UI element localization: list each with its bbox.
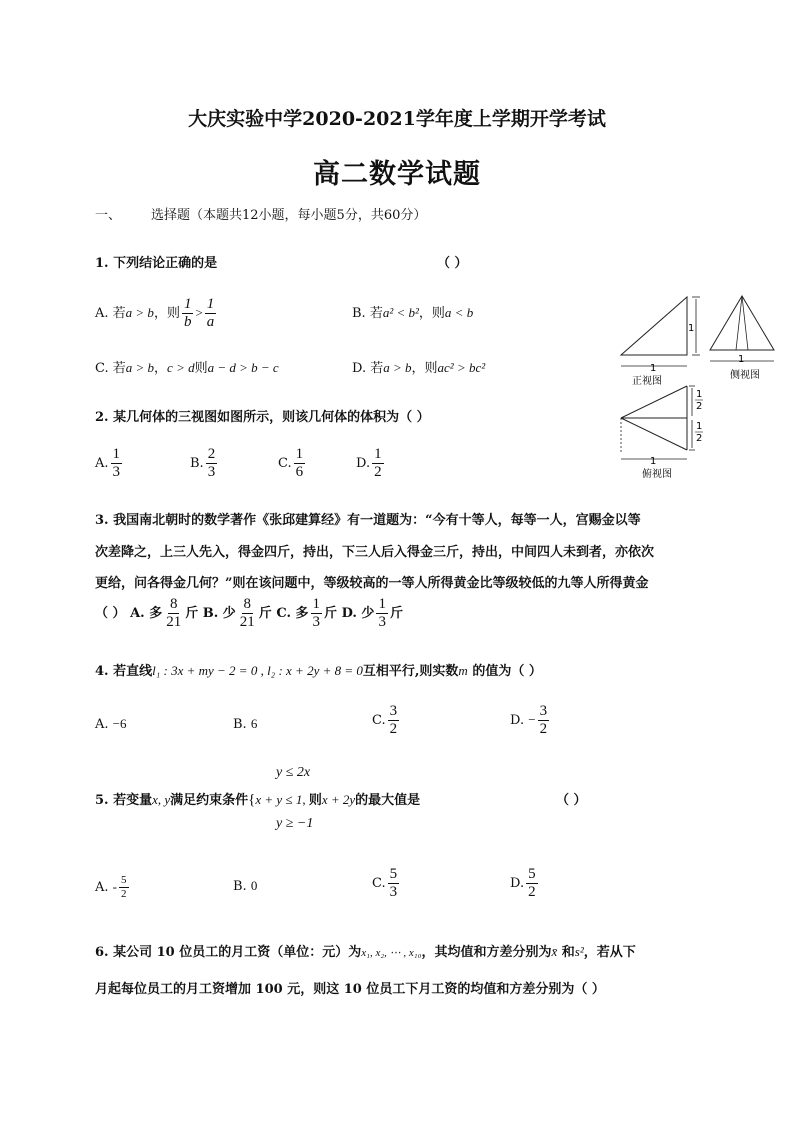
frac-den: 3 [389, 884, 398, 900]
q1-paren: （ ） [437, 256, 468, 271]
q2-option-b [190, 446, 219, 481]
frac-num: 5 [389, 866, 398, 882]
frac-num: 3 [389, 703, 398, 719]
q1-d-cond: a > b [383, 360, 412, 375]
q2-d-frac [372, 446, 384, 481]
q6-mean: x̄ [551, 944, 558, 959]
q3-b-frac [238, 596, 257, 631]
frac-num: 5 [528, 866, 536, 882]
q5-paren: （ ） [556, 793, 587, 808]
frac-num: 1 [295, 446, 304, 462]
q5-b-label: B. [233, 879, 247, 894]
q4-stem [95, 660, 542, 679]
frac-den: 3 [312, 614, 321, 630]
q1-option-b [352, 302, 473, 321]
q1-c-cond2: c > d [167, 360, 195, 375]
q4-stem-c: 的值为（ ） [472, 664, 542, 679]
q4-a-label: A. [95, 717, 109, 732]
front-view-label: 正视图 [632, 376, 662, 387]
q1-option-a [95, 296, 218, 331]
q5-b-value: 0 [250, 878, 258, 893]
q6-line1-b: ，其均值和方差分别为 [421, 945, 552, 960]
q4-b-label: B. [233, 717, 247, 732]
q1-c-mid: 则 [194, 361, 208, 376]
frac-den: a [206, 314, 215, 330]
q1-option-c [95, 357, 279, 376]
q5-constraint-3: y ≥ −1 [276, 816, 314, 831]
q6-line1-c: 和 [561, 945, 575, 960]
q4-stem-b: 互相平行,则实数 [362, 664, 459, 679]
exam-title: 大庆实验中学2020-2021学年度上学期开学考试 [188, 108, 606, 130]
q3-line-1: 3. 我国南北朝时的数学著作《张邱建算经》有一道题为：“今有十等人，每等一人，宫赐金以等 [95, 513, 641, 528]
section-number: 一、 [95, 208, 122, 223]
q2-option-c [278, 446, 307, 481]
frac-den: 3 [207, 464, 216, 480]
q5-stem-c: 则 [308, 793, 322, 808]
frac-num: 3 [539, 703, 548, 719]
q2-b-label: B. [190, 456, 204, 471]
q5-a-label: A. [95, 880, 109, 895]
side-view-label: 侧视图 [730, 370, 760, 381]
frac-num: 8 [243, 596, 252, 612]
front-height-label: 1 [688, 323, 695, 334]
q4-lines: l₁ : 3x + my − 2 = 0 , l₂ : x + 2y + 8 = 0 [152, 663, 363, 678]
q4-option-c [372, 703, 401, 738]
q1-b-res: a < b [444, 305, 474, 320]
q5-d-label: D. [510, 876, 525, 891]
q2-c-label: C. [278, 456, 292, 471]
top-half-num-2: 1 [696, 421, 703, 432]
frac-den: 6 [295, 464, 304, 480]
q1-c-res: a − d > b − c [207, 360, 279, 375]
q5-option-d [510, 866, 540, 901]
q1-d-res: ac² > bc² [437, 360, 486, 375]
q6-line1-d: ，若从下 [583, 945, 636, 960]
frac-num: 1 [112, 446, 121, 462]
q5-c-label: C. [372, 876, 386, 891]
q5-expr: x + 2y [321, 792, 356, 807]
q5-c-frac [388, 866, 400, 901]
q5-stem-b: 满足约束条件 [170, 793, 249, 808]
q3-a-unit: 斤 [185, 606, 199, 621]
frac-num: 8 [169, 596, 178, 612]
frac-den: 2 [528, 884, 536, 900]
q4-d-label: D. [510, 713, 525, 728]
frac-den: 3 [112, 464, 121, 480]
q3-d-label: D. 少 [341, 606, 375, 621]
q3-d-frac [376, 596, 388, 631]
q3-line-2: 次差降之，上三人先入，得金四斤，持出，下三人后入得金三斤，持出，中间四人未到者，亦依次 [95, 545, 655, 560]
q4-b-value: 6 [250, 716, 258, 731]
top-width-label: 1 [650, 456, 657, 467]
top-half-den-1: 2 [696, 401, 703, 412]
frac-den: 21 [166, 614, 182, 630]
side-width-label: 1 [738, 354, 745, 365]
q1-d-mid: ，则 [411, 361, 438, 376]
q3-c-unit: 斤 [324, 606, 338, 621]
q6-line-1 [95, 941, 636, 960]
frac-num: 1 [183, 296, 192, 312]
q1-d-prefix: D. 若 [352, 361, 384, 376]
q2-a-label: A. [95, 456, 109, 471]
q4-c-frac [388, 703, 400, 738]
q4-m: m [458, 663, 468, 678]
q5-brace: { [248, 792, 256, 808]
top-half-num-1: 1 [696, 389, 703, 400]
frac-num: 5 [121, 874, 127, 886]
frac-den: 2 [389, 721, 398, 737]
q3-a-label: A. 多 [130, 606, 163, 621]
q3-options [95, 596, 403, 631]
q4-a-value: −6 [112, 716, 127, 731]
q1-c-sep: ， [154, 361, 168, 376]
q6-vars: x₁, x₂, ⋯ , x₁₀ [361, 947, 422, 959]
q1-option-d [352, 357, 485, 376]
frac-den: 2 [539, 721, 548, 737]
top-view [621, 386, 703, 480]
frac-num: 1 [374, 446, 382, 462]
q5-constraint-1: y ≤ 2x [276, 765, 311, 780]
q1-b-prefix: B. 若 [352, 306, 383, 321]
q3-line-3: 更给，问各得金几何？”则在该问题中，等级较高的一等人所得黄金比等级较低的九等人所得黄金 [95, 576, 649, 591]
q1-a-cond: a > b [125, 305, 154, 320]
q2-b-frac [206, 446, 218, 481]
frac-num: 1 [378, 596, 386, 612]
q2-a-frac [111, 446, 123, 481]
q2-c-frac [294, 446, 306, 481]
q5-stem-a: 5. 若变量 [95, 793, 153, 808]
q2-option-a [95, 446, 124, 481]
frac-den: 3 [378, 614, 386, 630]
section-label: 选择题（本题共12小题，每小题5分，共60分） [151, 208, 427, 223]
frac-num: 1 [312, 596, 321, 612]
q1-c-prefix: C. 若 [95, 361, 126, 376]
top-half-den-2: 2 [696, 433, 703, 444]
q2-option-d [356, 446, 386, 481]
q3-a-frac [164, 596, 183, 631]
q4-d-sign: − [528, 712, 536, 727]
q4-option-a [95, 716, 127, 732]
q5-constraint-2: x + y ≤ 1 [255, 792, 303, 807]
q4-option-d [510, 703, 551, 738]
q3-c-frac [311, 596, 323, 631]
q5-option-c [372, 866, 401, 901]
q3-c-label: C. 多 [276, 606, 309, 621]
q1-a-mid: ，则 [153, 306, 180, 321]
frac-den: 2 [121, 888, 127, 900]
q3-b-label: B. 少 [202, 606, 236, 621]
q6-var: s² [574, 944, 584, 959]
q1-a-frac1 [182, 296, 194, 331]
top-view-label: 俯视图 [642, 469, 672, 480]
q6-line-2: 月起每位员工的月工资增加 100 元，则这 10 位员工下月工资的均值和方差分别为（ ） [95, 982, 605, 997]
frac-den: 21 [239, 614, 255, 630]
section-heading [95, 204, 426, 223]
q3-d-unit: 斤 [389, 606, 403, 621]
q1-a-prefix: A. 若 [95, 306, 126, 321]
q1-a-gt: > [195, 305, 203, 320]
q5-a-frac [119, 874, 129, 901]
q2-d-label: D. [356, 456, 371, 471]
front-width-label: 1 [650, 363, 657, 374]
q5-vars: x, y [152, 792, 171, 807]
q1-b-expr: a² < b² [382, 305, 419, 320]
q4-c-label: C. [372, 713, 386, 728]
q3-paren: （ ） [95, 606, 126, 621]
q3-b-unit: 斤 [258, 606, 272, 621]
q4-d-frac [538, 703, 550, 738]
q5-stem-d: 的最大值是 [355, 793, 421, 808]
q1-a-frac2 [205, 296, 217, 331]
q1-c-cond1: a > b [125, 360, 155, 375]
side-view [710, 296, 774, 381]
q2-stem: 2. 某几何体的三视图如图所示，则该几何体的体积为（ ） [95, 410, 430, 425]
q5-option-a [95, 874, 131, 901]
frac-num: 2 [207, 446, 216, 462]
three-view-figure [618, 294, 782, 484]
q4-option-b [233, 716, 257, 732]
q5-stem: 5. 若变量x, y满足约束条件{x + y ≤ 1, 则x + 2y的最大值是 [95, 792, 421, 808]
q5-option-b [233, 878, 257, 894]
frac-den: 2 [374, 464, 382, 480]
q4-stem-a: 4. 若直线 [95, 664, 153, 679]
frac-num: 1 [206, 296, 215, 312]
frac-den: b [183, 314, 192, 330]
front-view [621, 297, 700, 387]
q6-line1-a: 6. 某公司 10 位员工的月工资（单位：元）为 [95, 945, 362, 960]
q5-a-sign: - [112, 879, 118, 894]
q5-d-frac [526, 866, 538, 901]
exam-subtitle: 高二数学试题 [313, 159, 481, 190]
q1-stem: 1. 下列结论正确的是 [95, 256, 218, 271]
q1-b-mid: ，则 [418, 306, 445, 321]
